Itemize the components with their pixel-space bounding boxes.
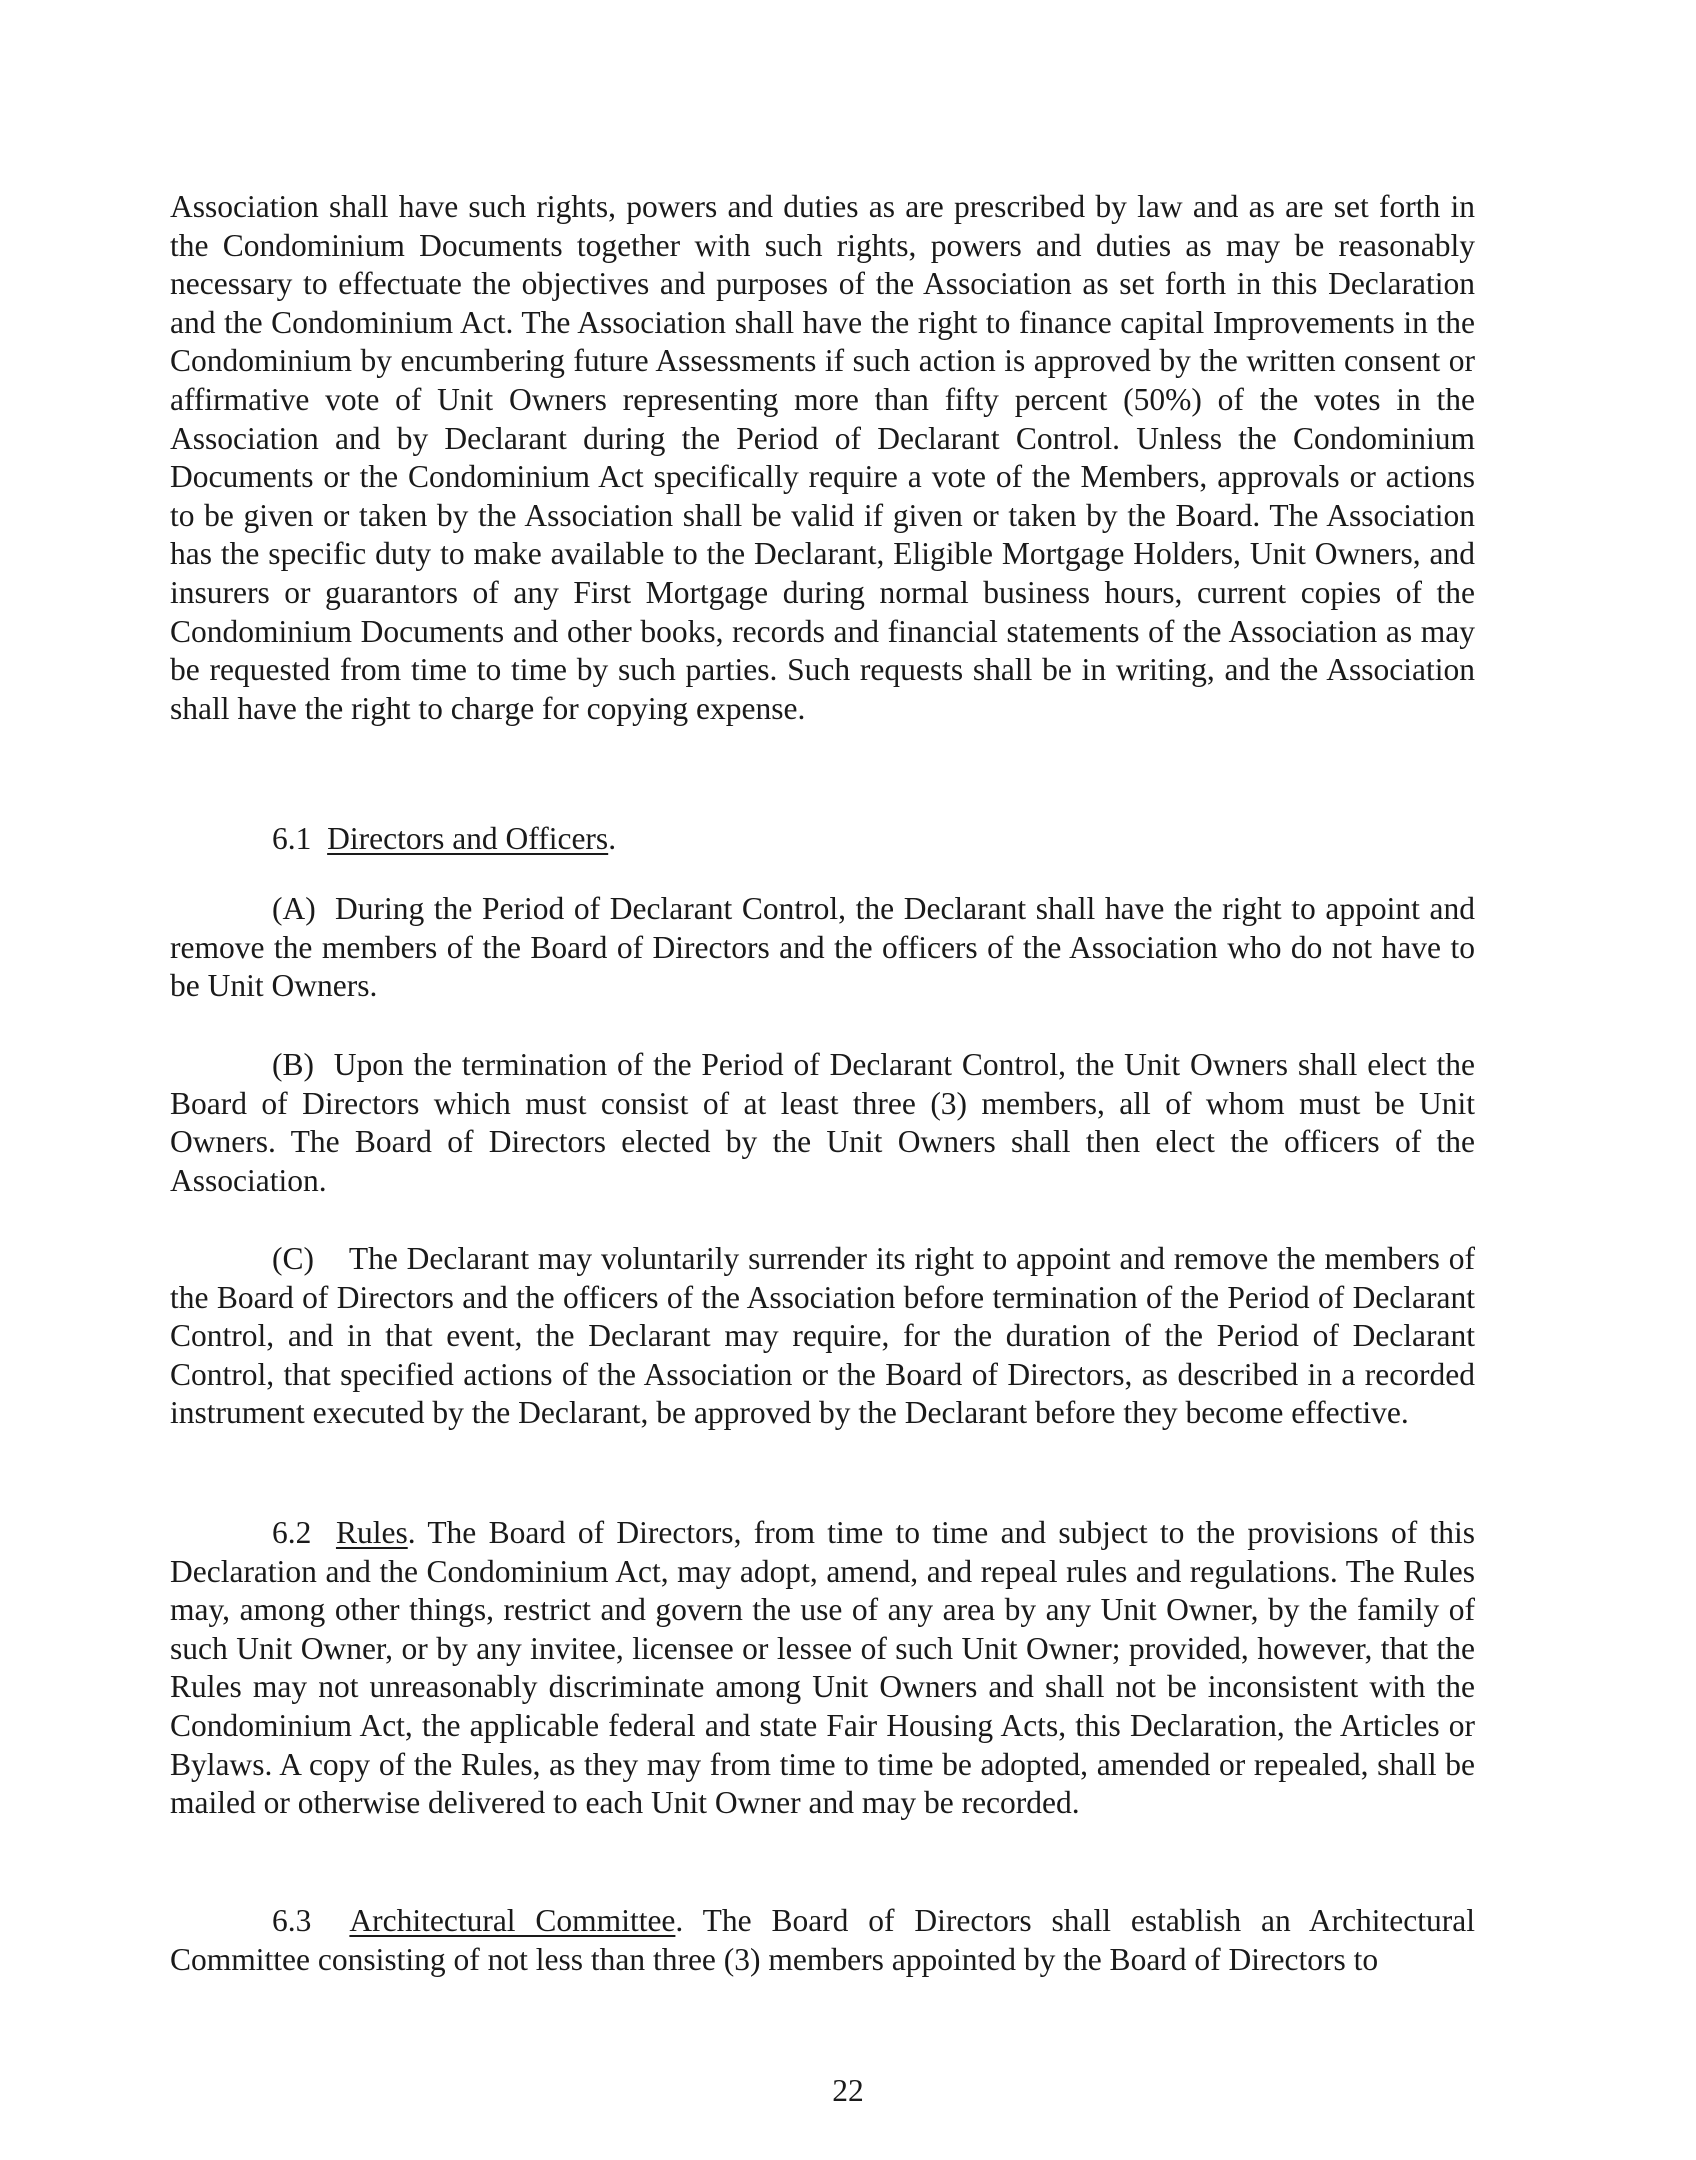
section-6-1-c-paragraph (170, 1240, 1475, 1433)
section-6-1-a-paragraph (170, 890, 1475, 1006)
section-6-3-number: 6.3 (272, 1903, 312, 1938)
section-6-1-heading (272, 820, 616, 859)
section-6-2-paragraph (170, 1514, 1475, 1823)
section-6-3-title-punct: . (675, 1903, 684, 1938)
section-6-1-c-text: The Declarant may voluntarily surrender its right to appoint and remove the members of the Board of Directors and the officers of the Association before termination of the Period of Declarant Control, and in that event, the Declarant may require, for the duration of the Period of Declarant Control, that specified actions of the Association or the Board of Directors, as described in a recorded instrument executed by the Declarant, be approved by the Declarant before they become effective. (170, 1241, 1475, 1431)
section-6-1-b-marker: (B) (272, 1047, 314, 1082)
section-6-2-number: 6.2 (272, 1515, 312, 1550)
section-6-1-b-text: Upon the termination of the Period of Declarant Control, the Unit Owners shall elect the Board of Directors which must consist of at least three (3) members, all of whom must be Unit Owners. The Board of Directors elected by the Unit Owners shall then elect the officers of the Association. (170, 1047, 1476, 1198)
section-6-2-title: Rules (335, 1515, 408, 1550)
section-6-1-number: 6.1 (272, 821, 312, 856)
section-6-1-a-marker: (A) (272, 891, 316, 926)
section-6-1-title-punct: . (608, 821, 617, 856)
section-6-1-title: Directors and Officers (327, 821, 609, 856)
section-6-2-text: The Board of Directors, from time to time and subject to the provisions of this Declaration and the Condominium Act, may adopt, amend, and repeal rules and regulations. The Rules may, among other things, restrict and govern the use of any area by any Unit Owner, by the family of such Unit Owner, or by any invitee, licensee or lessee of such Unit Owner; provided, however, that the Rules may not unreasonably discriminate among Unit Owners and shall not be inconsistent with the Condominium Act, the applicable federal and state Fair Housing Acts, this Declaration, the Articles or Bylaws. A copy of the Rules, as they may from time to time be adopted, amended or repealed, shall be mailed or otherwise delivered to each Unit Owner and may be recorded. (170, 1515, 1475, 1821)
continuation-paragraph: Association shall have such rights, powers and duties as are prescribed by law and as are set forth in the Condominium Documents together with such rights, powers and duties as may be reasonably necessary to effectuate the objectives and purposes of the Association as set forth in this Declaration and the Condominium Act. The Association shall have the right to finance capital Improvements in the Condominium by encumbering future Assessments if such action is approved by the written consent or affirmative vote of Unit Owners representing more than fifty percent (50%) of the votes in the Association and by Declarant during the Period of Declarant Control. Unless the Condominium Documents or the Condominium Act specifically require a vote of the Members, approvals or actions to be given or taken by the Association shall be valid if given or taken by the Board. The Association has the specific duty to make available to the Declarant, Eligible Mortgage Holders, Unit Owners, and insurers or guarantors of any First Mortgage during normal business hours, current copies of the Condominium Documents and other books, records and financial statements of the Association as may be requested from time to time by such parties. Such requests shall be in writing, and the Association shall have the right to charge for copying expense. (170, 189, 1475, 726)
page-number: 22 (832, 2073, 864, 2108)
section-6-1-a-text: During the Period of Declarant Control, the Declarant shall have the right to appoint and remove the members of the Board of Directors and the officers of the Association who do not have to be Unit Owners. (170, 891, 1476, 1004)
section-6-1-c-marker: (C) (272, 1241, 314, 1276)
section-6-3-paragraph (170, 1902, 1475, 1979)
section-6-3-title: Architectural Committee (349, 1903, 676, 1938)
section-6-2-title-punct: . (407, 1515, 416, 1550)
section-6-3-text: The Board of Directors shall establish an Architectural Committee consisting of not less than three (3) members appointed by the Board of Directors to (170, 1903, 1475, 1977)
section-6-1-b-paragraph (170, 1046, 1475, 1200)
